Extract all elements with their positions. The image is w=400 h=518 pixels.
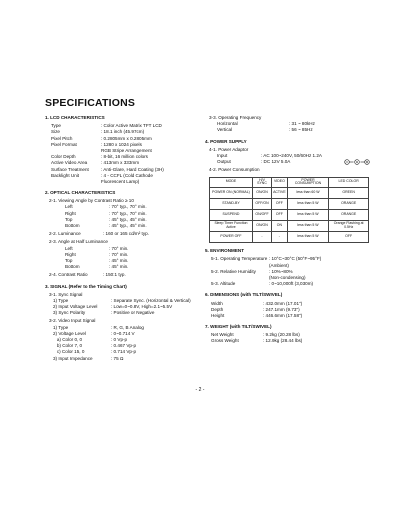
contrast-label: 2-4. Contrast Ratio <box>49 272 88 278</box>
spec-value: : Positive or Negative <box>111 310 155 316</box>
lcd-heading: 1. LCD CHARACTERISTICS <box>45 115 105 120</box>
right-column <box>205 115 370 345</box>
spec-value: : 45° min. <box>109 264 129 270</box>
adaptor-input-value: : AC 100~240V, 50/60Hz 1.2A <box>261 152 322 158</box>
table-cell: STAND-BY <box>210 199 253 210</box>
table-cell: ORANGE <box>329 199 369 210</box>
sync-signal-list <box>45 298 205 317</box>
spec-value: : 45° min. <box>109 257 129 263</box>
adaptor-output-label: Output <box>217 159 231 165</box>
half-luminance-list <box>45 246 205 271</box>
video-signal-list <box>45 325 205 362</box>
spec-label: 3) Sync Polarity <box>53 310 86 316</box>
spec-value: (Ambient) <box>269 262 289 268</box>
spec-label: Horizontal <box>217 121 238 127</box>
spec-value: (Non-condensing) <box>269 274 306 280</box>
table-cell: ORANGE <box>329 210 369 221</box>
spec-value: : Color Active Matrix TFT LCD <box>101 123 162 129</box>
table-cell: - <box>272 232 288 243</box>
spec-value: : 432.0mm (17.01") <box>263 300 303 306</box>
spec-value: : Anti-Glare, Hard Coating (3H) <box>101 166 164 172</box>
spec-value: : 18.1 inch (45.97cm) <box>101 129 145 135</box>
table-cell: ON <box>272 221 288 232</box>
spec-value: : 31 ~ 80kHz <box>289 121 315 127</box>
spec-label: 1) Type <box>53 297 69 303</box>
spec-value: : Separate Sync. (Horizontal & Vertical) <box>111 297 191 303</box>
spec-label: Top <box>65 216 73 222</box>
spec-label: Top <box>65 257 73 263</box>
spec-label: c) Color 15, 0 <box>53 349 85 355</box>
spec-label: Width <box>211 300 223 306</box>
spec-value: : 0.2805mm x 0.2805mm <box>101 135 152 141</box>
spec-value: : 8-bit, 16 million colors <box>101 154 148 160</box>
table-cell: POWER OFF <box>210 232 253 243</box>
spec-label: a) Color 0, 0 <box>53 337 83 342</box>
spec-row <box>45 223 205 229</box>
table-header-cell: POWER CONSUMPTION <box>287 177 329 188</box>
table-body <box>210 188 369 243</box>
dimensions-list <box>205 301 370 320</box>
optical-heading: 2. OPTICAL CHARACTERISTICS <box>45 190 116 196</box>
spec-value: : 75 Ω <box>111 355 124 361</box>
spec-value: : 10%~80% <box>269 268 293 274</box>
weight-list <box>205 332 370 344</box>
spec-label: Left <box>65 204 73 210</box>
table-header-row <box>210 177 369 188</box>
adaptor-input-label: Input <box>217 152 228 158</box>
table-cell: POWER ON (NORMAL) <box>210 188 253 199</box>
adaptor-title: 4-1. Power Adaptor <box>209 146 249 152</box>
spec-row <box>205 127 370 133</box>
spec-value: : 0~0.714 V <box>111 330 135 336</box>
table-row <box>210 232 369 243</box>
spec-label: Bottom <box>65 223 80 228</box>
table-header-cell: H/V SYNC <box>252 177 271 188</box>
power-heading: 4. POWER SUPPLY <box>205 138 247 144</box>
spec-label: 5-2. Relative Humidity <box>211 268 256 274</box>
spec-value: : 4 - CCFL (Cold Cathode <box>101 172 153 178</box>
spec-label: Backlight Unit <box>51 172 80 178</box>
contrast-row <box>49 272 205 278</box>
weight-heading: 7. WEIGHT (with TILT/SWIVEL) <box>205 324 272 330</box>
environment-list <box>205 256 370 287</box>
spec-value: : 12.9kg (28.44 lbs) <box>263 338 303 344</box>
viewing-angle-list <box>45 204 205 229</box>
luminance-label: 2-2. Luminance <box>49 231 81 237</box>
spec-value: : 45° typ., 45° min. <box>109 223 147 228</box>
spec-value: : 1280 x 1024 pixels <box>101 141 142 147</box>
spec-label: Vertical <box>217 127 233 133</box>
spec-label <box>51 179 101 185</box>
table-header-cell: MODE <box>210 177 253 188</box>
spec-value: : 70° typ., 70° min. <box>109 210 147 216</box>
dimensions-heading: 6. DIMENSIONS (with TILT/SWIVEL) <box>205 292 283 298</box>
page-title: SPECIFICATIONS <box>45 97 136 109</box>
table-cell: OFF <box>329 232 369 243</box>
spec-label: Left <box>65 245 73 251</box>
luminance-value: : 160 or 165 cd/m² typ. <box>103 231 149 237</box>
contrast-value: : 150:1 typ. <box>103 272 126 278</box>
spec-label: Height <box>211 312 225 318</box>
table-cell: OFF <box>272 210 288 221</box>
spec-row <box>45 264 205 270</box>
spec-value: : 0.467 Vp-p <box>111 343 137 349</box>
spec-label: 5-3. Altitude <box>211 281 236 287</box>
table-cell: Orange Flashing at 0.5Hz <box>329 221 369 232</box>
spec-label: Right <box>65 251 76 257</box>
frequency-list <box>205 121 370 133</box>
table-cell: GREEN <box>329 188 369 199</box>
spec-label: Size <box>51 129 60 135</box>
table-cell: less than 5 W <box>287 232 329 243</box>
spec-value: : 0.714 Vp-p <box>111 349 137 355</box>
spec-label: Net Weight <box>211 332 234 338</box>
spec-label: 2) Voltage Level <box>53 330 86 336</box>
table-row <box>210 221 369 232</box>
adaptor-output-row <box>205 159 370 165</box>
table-cell: ON/ON <box>252 221 271 232</box>
spec-value: : 70° min. <box>109 251 129 257</box>
spec-label: Active Video Area <box>51 160 88 166</box>
spec-label: Gross Weight <box>211 338 239 344</box>
table-header-cell: LED COLOR <box>329 177 369 188</box>
left-column <box>45 115 205 362</box>
spec-value: : 413mm x 333mm <box>101 160 140 166</box>
power-consumption-table <box>209 177 369 244</box>
table-cell: OFF <box>272 199 288 210</box>
viewing-angle-title: 2-1. Viewing Angle by Contrast Ratio ≥ 10 <box>49 198 134 204</box>
signal-heading: 3. SIGNAL (Refer to the Timing Chart) <box>45 283 127 289</box>
page-number: - 2 - <box>195 387 205 393</box>
table-cell: Sleep Timer Function Active <box>210 221 253 232</box>
spec-row <box>205 281 370 287</box>
spec-label: 1) Type <box>53 324 69 330</box>
table-cell: - <box>252 232 271 243</box>
spec-value: : R, G, B Analog <box>111 324 144 330</box>
spec-value: : 446.6mm (17.58") <box>263 312 303 318</box>
table-cell: less than 5 W <box>287 221 329 232</box>
table-row <box>210 188 369 199</box>
spec-label: 5-1. Operating Temperature <box>211 256 268 262</box>
spec-row <box>205 313 370 319</box>
spec-value: : 56 ~ 85Hz <box>289 127 313 133</box>
spec-value: Fluorescent Lamp) <box>101 178 140 184</box>
video-signal-title: 3-2. Video Input Signal <box>49 318 96 324</box>
spec-label: Pixel Pitch <box>51 135 73 141</box>
spec-row <box>45 356 205 362</box>
table-row <box>210 210 369 221</box>
spec-value: : 45° typ., 45° min. <box>109 216 147 222</box>
spec-label: Type <box>51 123 61 129</box>
spec-label: Surface Treatment <box>51 166 89 172</box>
spec-label: 2) Input Voltage Level <box>53 304 98 310</box>
table-cell: SUSPEND <box>210 210 253 221</box>
half-luminance-title: 2-3. Angle at Half Luminance <box>49 239 108 245</box>
spec-label: Color Depth <box>51 154 76 160</box>
table-cell: less than 60 W <box>287 188 329 199</box>
spec-row <box>45 310 205 316</box>
luminance-row <box>49 231 205 237</box>
environment-heading: 5. ENVIRONMENT <box>205 248 245 254</box>
spec-label: 3) Input Impedance <box>53 355 93 361</box>
spec-value: : 70° typ., 70° min. <box>109 204 147 210</box>
spec-value: : 70° min. <box>109 245 129 251</box>
sync-signal-title: 3-1. Sync Signal <box>49 291 83 297</box>
table-cell: less than 5 W <box>287 210 329 221</box>
dc-polarity-icon <box>344 159 370 165</box>
frequency-title: 3-3. Operating Frequency <box>209 115 262 120</box>
table-cell: ON/OFF <box>252 210 271 221</box>
adaptor-output-value: : DC 12V 5.0A <box>261 159 291 165</box>
spec-value: : 0~10,000ft (3,030m) <box>269 281 314 287</box>
spec-value: : 10°C~30°C (50°F~95°F) <box>269 256 322 262</box>
spec-row <box>205 338 370 344</box>
spec-value: RGB Stripe Arrangement <box>101 147 152 153</box>
spec-label: Pixel Format <box>51 141 77 147</box>
spec-label: Depth <box>211 306 224 312</box>
spec-value: : 247.1mm (9.73") <box>263 306 300 312</box>
spec-value: : 0 Vp-p <box>111 337 128 342</box>
consumption-title: 4-2. Power Consumption <box>209 167 260 173</box>
spec-label: b) Color 7, 0 <box>53 343 83 349</box>
table-cell: ON/ON <box>252 188 271 199</box>
spec-row <box>45 179 205 185</box>
table-header-cell: VIDEO <box>272 177 288 188</box>
spec-value: : 9.2kg (20.28 lbs) <box>263 332 300 338</box>
table-cell: less than 5 W <box>287 199 329 210</box>
spec-label: Right <box>65 210 76 216</box>
spec-value: : Low=0~0.8V, High=2.1~5.5V <box>111 304 173 310</box>
spec-label: Bottom <box>65 264 80 270</box>
table-row <box>210 199 369 210</box>
lcd-list <box>45 123 205 185</box>
table-cell: OFF/ON <box>252 199 271 210</box>
table-cell: ACTIVE <box>272 188 288 199</box>
